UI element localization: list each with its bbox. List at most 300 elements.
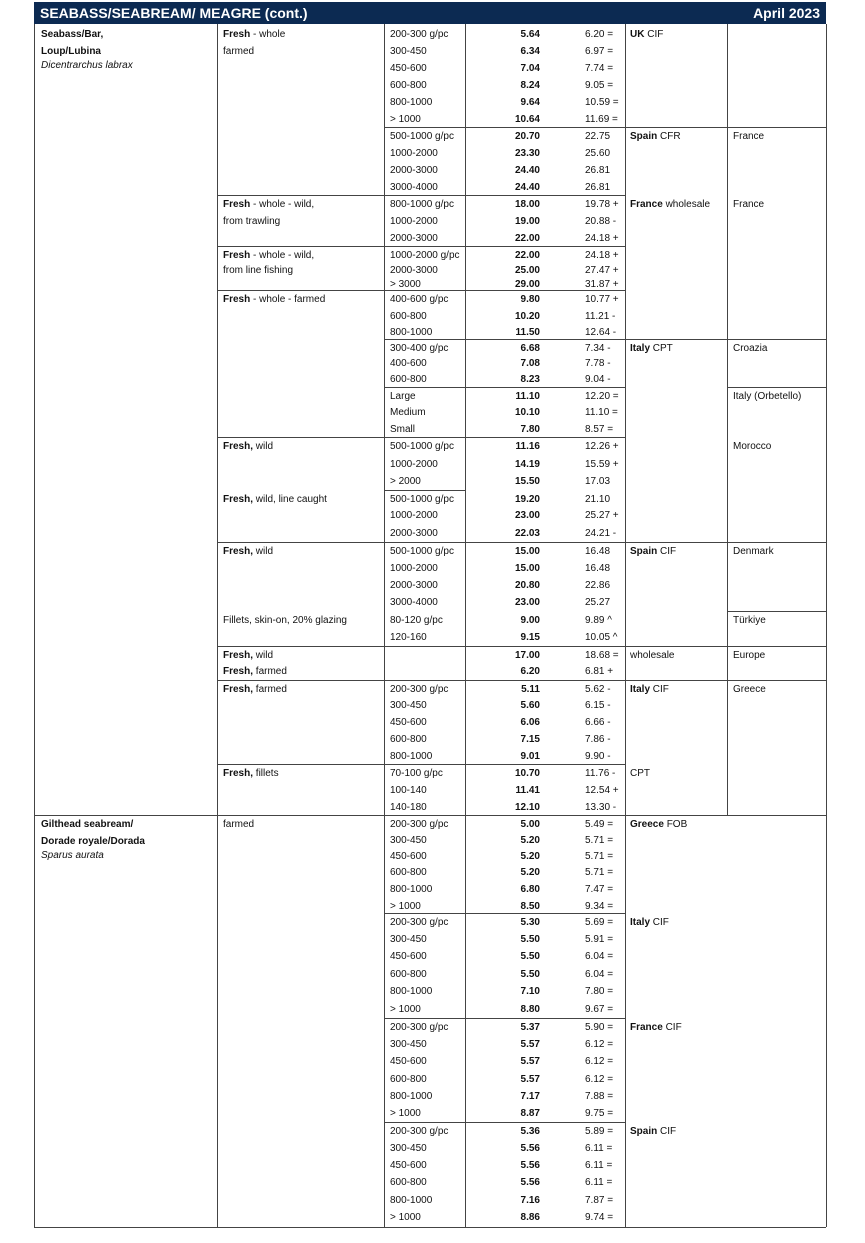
product-label-text: Fresh (223, 250, 251, 261)
price-usd: 5.11 (521, 684, 540, 695)
price-eur: 9.34 = (585, 901, 614, 912)
size-grade: 200-300 g/pc (390, 1022, 449, 1033)
product-label-text: from trawling (223, 216, 281, 227)
size-grade: 1000-2000 (390, 148, 438, 159)
market-label-text: CIF (650, 684, 669, 695)
product-label-text: Fresh, (223, 666, 254, 677)
size-grade: 600-800 (390, 311, 427, 322)
market-label-text: UK (630, 29, 645, 40)
size-grade: 500-1000 g/pc (390, 546, 454, 557)
table-rule (384, 490, 465, 491)
market-label-text: France (630, 199, 663, 210)
price-usd: 29.00 (514, 279, 540, 290)
market-label (630, 131, 681, 143)
market-label-text: Spain (630, 131, 658, 142)
price-eur: 5.49 = (585, 819, 614, 830)
price-eur: 7.47 = (585, 884, 614, 895)
size-grade: 500-1000 g/pc (390, 131, 454, 142)
size-grade: 200-300 g/pc (390, 1126, 449, 1137)
table-rule (217, 437, 625, 438)
price-eur: 7.80 = (585, 986, 614, 997)
product-label-text: Fresh, (223, 546, 254, 557)
price-eur: 7.88 = (585, 1091, 614, 1102)
origin-label: Croazia (733, 343, 768, 354)
price-usd: 17.00 (514, 650, 540, 661)
table-rule (217, 246, 625, 247)
price-eur: 31.87 + (585, 279, 619, 290)
product-label (223, 768, 279, 780)
market-label-text: FOB (663, 819, 688, 830)
size-grade: 600-800 (390, 374, 427, 385)
size-grade: > 1000 (390, 901, 421, 912)
price-eur: 13.30 - (585, 802, 617, 813)
size-grade: 600-800 (390, 969, 427, 980)
price-eur: 9.05 = (585, 80, 614, 91)
size-grade: 1000-2000 (390, 510, 438, 521)
price-eur: 22.75 (585, 131, 611, 142)
market-label-text: Spain (630, 1126, 658, 1137)
size-grade: 800-1000 (390, 986, 433, 997)
price-eur: 12.20 = (585, 391, 619, 402)
origin-label: Greece (733, 684, 766, 695)
price-usd: 19.00 (514, 216, 540, 227)
price-eur: 15.59 + (585, 459, 619, 470)
price-usd: 11.10 (515, 391, 540, 402)
price-usd: 12.10 (514, 802, 540, 813)
product-label-text: fillets (253, 768, 279, 779)
size-grade: 300-450 (390, 835, 427, 846)
table-rule (384, 1122, 625, 1123)
product-label-text: wild, line caught (253, 494, 327, 505)
product-label-text: Fresh, (223, 441, 254, 452)
price-usd: 5.56 (520, 1160, 540, 1171)
price-eur: 16.48 (585, 563, 611, 574)
origin-label: France (733, 131, 765, 142)
price-usd: 11.41 (515, 785, 540, 796)
price-eur: 9.90 - (585, 751, 611, 762)
table-rule (34, 815, 826, 816)
product-label-text: Fresh (223, 294, 251, 305)
product-label (223, 615, 347, 627)
table-rule (384, 339, 826, 340)
size-grade: 1000-2000 g/pc (390, 250, 460, 261)
size-grade: 70-100 g/pc (390, 768, 443, 779)
price-usd: 9.15 (520, 632, 540, 643)
product-label-text: wild (253, 650, 274, 661)
size-grade: 200-300 g/pc (390, 819, 449, 830)
price-eur: 11.69 = (585, 114, 618, 125)
price-usd: 7.16 (520, 1195, 540, 1206)
size-grade: 600-800 (390, 1177, 427, 1188)
price-usd: 15.50 (514, 476, 540, 487)
size-grade: > 1000 (390, 1212, 421, 1223)
size-grade: 800-1000 g/pc (390, 199, 454, 210)
product-label-text: Fresh, (223, 768, 254, 779)
price-usd: 7.80 (520, 424, 540, 435)
price-eur: 12.54 + (585, 785, 619, 796)
price-eur: 22.86 (585, 580, 611, 591)
market-label-text: Italy (630, 343, 651, 354)
price-usd: 5.36 (520, 1126, 540, 1137)
price-usd: 5.57 (520, 1039, 540, 1050)
size-grade: 800-1000 (390, 884, 433, 895)
size-grade: 200-300 g/pc (390, 917, 449, 928)
size-grade: 100-140 (390, 785, 427, 796)
size-grade: 3000-4000 (390, 182, 438, 193)
market-label-text: CPT (650, 343, 673, 354)
market-label-text: Italy (630, 684, 651, 695)
price-eur: 6.15 - (585, 700, 611, 711)
price-eur: 25.60 (585, 148, 611, 159)
price-eur: 18.68 = (585, 650, 619, 661)
price-usd: 5.50 (520, 951, 540, 962)
size-grade: 200-300 g/pc (390, 29, 449, 40)
size-grade: 300-450 (390, 934, 427, 945)
size-grade: 300-450 (390, 1143, 427, 1154)
size-grade: Small (390, 424, 416, 435)
price-usd: 22.00 (514, 250, 540, 261)
market-label (630, 768, 650, 780)
size-grade: 450-600 (390, 1160, 427, 1171)
price-eur: 6.66 - (585, 717, 611, 728)
size-grade: 800-1000 (390, 751, 433, 762)
market-label-text: CIF (650, 917, 669, 928)
price-usd: 10.64 (514, 114, 540, 125)
market-label (630, 1126, 676, 1138)
size-grade: 2000-3000 (390, 165, 438, 176)
price-usd: 5.56 (520, 1143, 540, 1154)
size-grade: 80-120 g/pc (390, 615, 443, 626)
price-eur: 6.12 = (585, 1039, 614, 1050)
size-grade: 800-1000 (390, 1091, 433, 1102)
size-grade: 600-800 (390, 867, 427, 878)
price-usd: 5.50 (520, 969, 540, 980)
table-rule (384, 387, 625, 388)
market-label-text: wholesale (662, 199, 711, 210)
origin-label: Italy (Orbetello) (733, 391, 802, 402)
table-rule (217, 764, 625, 765)
size-grade: 300-450 (390, 700, 427, 711)
price-usd: 23.00 (514, 597, 540, 608)
market-label (630, 650, 674, 662)
size-grade: 300-450 (390, 46, 427, 57)
price-usd: 24.40 (514, 182, 540, 193)
product-label-text: - whole - wild, (250, 199, 315, 210)
size-grade: 300-450 (390, 1039, 427, 1050)
report-date: April 2023 (753, 5, 820, 21)
table-rule (727, 24, 728, 815)
table-rule (625, 24, 626, 1227)
table-rule (384, 913, 625, 914)
price-usd: 23.30 (514, 148, 540, 159)
size-grade: 2000-3000 (390, 580, 438, 591)
product-label (223, 666, 287, 678)
size-grade: 500-1000 g/pc (390, 441, 454, 452)
price-usd: 5.60 (520, 700, 540, 711)
table-rule (34, 1227, 826, 1228)
table-rule (384, 24, 385, 1227)
price-eur: 25.27 (585, 597, 611, 608)
size-grade: 500-1000 g/pc (390, 494, 454, 505)
price-usd: 8.23 (520, 374, 540, 385)
price-eur: 6.11 = (585, 1177, 613, 1188)
product-label-text: Fillets, skin-on, 20% glazing (223, 615, 347, 626)
product-label (223, 199, 314, 211)
table-rule (217, 542, 826, 543)
size-grade: 140-180 (390, 802, 427, 813)
product-label (223, 46, 254, 58)
product-label-text: - whole - wild, (250, 250, 315, 261)
market-label-text: Greece (630, 819, 664, 830)
size-grade: 2000-3000 (390, 265, 438, 276)
size-grade: 120-160 (390, 632, 427, 643)
product-label (223, 250, 314, 262)
product-label-text: wild (253, 546, 274, 557)
product-label (223, 819, 254, 831)
product-label-text: Fresh (223, 199, 251, 210)
price-usd: 5.56 (520, 1177, 540, 1188)
table-rule (727, 387, 826, 388)
size-grade: > 3000 (390, 279, 421, 290)
price-eur: 5.91 = (585, 934, 614, 945)
size-grade: 2000-3000 (390, 528, 438, 539)
product-label-text: Fresh, (223, 494, 254, 505)
market-label-text: Spain (630, 546, 658, 557)
price-eur: 6.12 = (585, 1056, 614, 1067)
size-grade: 800-1000 (390, 97, 433, 108)
product-label-text: - whole (250, 29, 286, 40)
price-eur: 7.78 - (585, 358, 611, 369)
price-usd: 14.19 (514, 459, 540, 470)
origin-label: Morocco (733, 441, 772, 452)
price-usd: 20.80 (514, 580, 540, 591)
product-label (223, 546, 273, 558)
price-usd: 8.87 (520, 1108, 540, 1119)
market-label-text: CFR (657, 131, 681, 142)
price-usd: 22.00 (514, 233, 540, 244)
price-eur: 7.74 = (585, 63, 614, 74)
price-eur: 11.76 - (585, 768, 616, 779)
product-label (223, 29, 285, 41)
price-eur: 5.71 = (585, 867, 614, 878)
table-rule (727, 611, 826, 612)
price-usd: 15.00 (514, 546, 540, 557)
species-name: Gilthead seabream/ (41, 819, 134, 830)
price-usd: 9.64 (520, 97, 540, 108)
size-grade: 3000-4000 (390, 597, 438, 608)
price-usd: 5.64 (520, 29, 540, 40)
price-usd: 5.57 (520, 1056, 540, 1067)
origin-label: Europe (733, 650, 766, 661)
species-latin: Sparus aurata (41, 850, 104, 861)
price-eur: 7.87 = (585, 1195, 614, 1206)
price-usd: 18.00 (514, 199, 540, 210)
size-grade: 450-600 (390, 1056, 427, 1067)
price-usd: 7.17 (520, 1091, 540, 1102)
price-usd: 5.20 (520, 835, 540, 846)
product-label-text: - whole - farmed (250, 294, 326, 305)
price-usd: 11.16 (515, 441, 540, 452)
size-grade: 450-600 (390, 951, 427, 962)
price-usd: 25.00 (514, 265, 540, 276)
market-label (630, 343, 673, 355)
market-label-text: CIF (662, 1022, 682, 1033)
price-usd: 7.15 (520, 734, 540, 745)
market-label (630, 29, 663, 41)
section-title: SEABASS/SEABREAM/ MEAGRE (cont.) (40, 5, 308, 21)
price-eur: 6.81 + (585, 666, 614, 677)
price-eur: 24.21 - (585, 528, 617, 539)
size-grade: 1000-2000 (390, 216, 438, 227)
price-eur: 21.10 (585, 494, 611, 505)
price-eur: 5.89 = (585, 1126, 614, 1137)
market-label (630, 546, 676, 558)
size-grade: > 1000 (390, 1004, 421, 1015)
species-name: Dorade royale/Dorada (41, 836, 145, 847)
size-grade: 1000-2000 (390, 459, 438, 470)
product-label (223, 216, 280, 228)
price-usd: 8.50 (520, 901, 540, 912)
price-eur: 9.89 ^ (585, 615, 612, 626)
price-usd: 7.04 (520, 63, 540, 74)
size-grade: Medium (390, 407, 426, 418)
price-eur: 10.77 + (585, 294, 619, 305)
product-label (223, 684, 287, 696)
size-grade: 1000-2000 (390, 563, 438, 574)
price-eur: 27.47 + (585, 265, 619, 276)
market-label (630, 1022, 682, 1034)
price-usd: 8.24 (520, 80, 540, 91)
market-label-text: wholesale (630, 650, 675, 661)
product-label (223, 494, 327, 506)
price-usd: 6.20 (520, 666, 540, 677)
table-rule (217, 290, 625, 291)
price-eur: 10.05 ^ (585, 632, 618, 643)
price-usd: 6.06 (520, 717, 540, 728)
product-label-text: farmed (253, 684, 287, 695)
price-usd: 20.70 (514, 131, 540, 142)
product-label-text: farmed (223, 819, 255, 830)
table-rule (465, 24, 466, 1227)
size-grade: > 1000 (390, 1108, 421, 1119)
price-usd: 5.20 (520, 851, 540, 862)
size-grade: 600-800 (390, 1074, 427, 1085)
price-eur: 24.18 + (585, 250, 619, 261)
size-grade: 450-600 (390, 63, 427, 74)
price-usd: 8.86 (520, 1212, 540, 1223)
product-label-text: farmed (253, 666, 287, 677)
size-grade: 300-400 g/pc (390, 343, 449, 354)
price-usd: 6.68 (520, 343, 540, 354)
product-label (223, 294, 325, 306)
product-label-text: Fresh, (223, 684, 254, 695)
price-usd: 24.40 (514, 165, 540, 176)
size-grade: 400-600 g/pc (390, 294, 449, 305)
price-usd: 5.20 (520, 867, 540, 878)
price-eur: 11.10 = (585, 407, 618, 418)
price-usd: 6.34 (520, 46, 540, 57)
price-usd: 6.80 (520, 884, 540, 895)
price-usd: 5.57 (520, 1074, 540, 1085)
product-label (223, 650, 273, 662)
price-usd: 9.00 (520, 615, 540, 626)
species-latin: Dicentrarchus labrax (41, 60, 133, 71)
price-eur: 9.74 = (585, 1212, 614, 1223)
price-usd: 5.37 (520, 1022, 540, 1033)
price-usd: 8.80 (520, 1004, 540, 1015)
price-eur: 26.81 (585, 165, 611, 176)
price-eur: 10.59 = (585, 97, 619, 108)
product-label (223, 265, 293, 277)
market-label-text: CIF (657, 546, 677, 557)
price-eur: 6.11 = (585, 1160, 613, 1171)
price-eur: 5.71 = (585, 835, 614, 846)
table-rule (217, 680, 826, 681)
price-usd: 5.30 (520, 917, 540, 928)
market-label-text: CIF (657, 1126, 677, 1137)
size-grade: 400-600 (390, 358, 427, 369)
price-usd: 23.00 (514, 510, 540, 521)
origin-label: Denmark (733, 546, 774, 557)
price-eur: 5.69 = (585, 917, 614, 928)
price-usd: 9.01 (520, 751, 540, 762)
market-label-text: Italy (630, 917, 651, 928)
table-rule (826, 24, 827, 1227)
species-name: Loup/Lubina (41, 46, 101, 57)
size-grade: 800-1000 (390, 327, 433, 338)
price-eur: 6.12 = (585, 1074, 614, 1085)
market-label (630, 917, 669, 929)
price-eur: 5.62 - (585, 684, 611, 695)
origin-label: France (733, 199, 765, 210)
price-usd: 10.10 (514, 407, 540, 418)
market-label-text: CIF (644, 29, 664, 40)
price-eur: 6.97 = (585, 46, 614, 57)
price-eur: 5.71 = (585, 851, 614, 862)
market-label (630, 819, 687, 831)
price-usd: 22.03 (514, 528, 540, 539)
price-eur: 11.21 - (585, 311, 616, 322)
size-grade: Large (390, 391, 416, 402)
price-eur: 20.88 - (585, 216, 617, 227)
price-usd: 7.10 (520, 986, 540, 997)
price-eur: 6.20 = (585, 29, 614, 40)
price-eur: 16.48 (585, 546, 611, 557)
product-label-text: wild (253, 441, 274, 452)
size-grade: 600-800 (390, 80, 427, 91)
price-eur: 7.34 - (585, 343, 611, 354)
price-usd: 19.20 (514, 494, 540, 505)
table-rule (384, 1018, 625, 1019)
table-rule (217, 24, 218, 1227)
species-name: Seabass/Bar, (41, 29, 104, 40)
price-eur: 8.57 = (585, 424, 614, 435)
price-eur: 25.27 + (585, 510, 619, 521)
table-rule (217, 646, 826, 647)
size-grade: > 2000 (390, 476, 421, 487)
price-eur: 19.78 + (585, 199, 619, 210)
product-label-text: from line fishing (223, 265, 294, 276)
product-label-text: Fresh, (223, 650, 254, 661)
table-rule (384, 127, 826, 128)
size-grade: 200-300 g/pc (390, 684, 449, 695)
price-usd: 9.80 (520, 294, 540, 305)
price-usd: 11.50 (515, 327, 540, 338)
price-eur: 9.75 = (585, 1108, 614, 1119)
size-grade: 2000-3000 (390, 233, 438, 244)
product-label (223, 441, 273, 453)
price-usd: 5.00 (520, 819, 540, 830)
